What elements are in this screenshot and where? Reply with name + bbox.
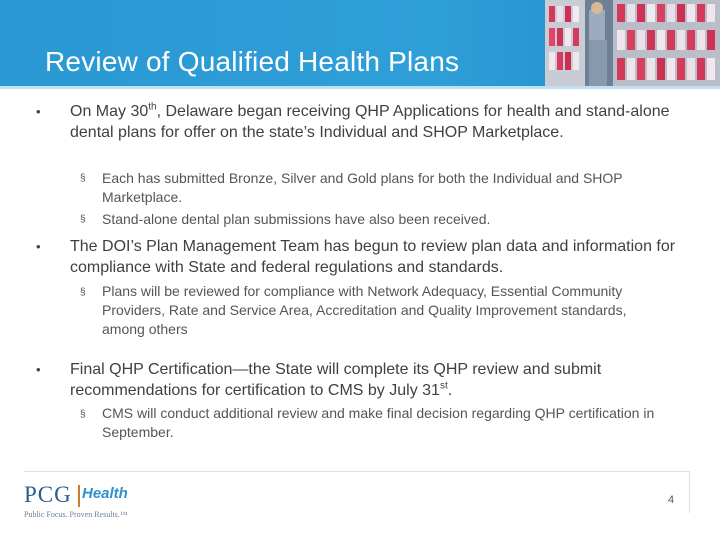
bullet-marker: • (36, 239, 41, 254)
title-banner-rule (0, 86, 720, 89)
logo-tagline: Public Focus. Proven Results.™ (24, 510, 128, 519)
bullet-1-text: On May 30th, Delaware began receiving QHP Applications for health and stand-alone dental plans for offer on the state’s Individual and SHOP Marketplace. (70, 101, 670, 141)
slide-title: Review of Qualified Health Plans (45, 46, 460, 77)
bullet-marker: • (36, 104, 41, 119)
bullet-3-sub-1: CMS will conduct additional review and make final decision regarding QHP certification in September. (102, 405, 655, 440)
bullet-3-text: Final QHP Certification—the State will complete its QHP review and submit recommendations for certification to CMS by July 31st. (70, 361, 602, 399)
logo-divider (78, 485, 80, 507)
bullet-2-sub-1: Plans will be reviewed for compliance with Network Adequacy, Essential Community Providers, Rate and Service Area, Accreditation and Quality Improvement standards, among others (102, 283, 627, 337)
page-number: 4 (668, 494, 675, 506)
sub-bullet-marker: § (80, 214, 86, 225)
pcg-health-logo (24, 482, 164, 522)
bullet-1-sub-1: Each has submitted Bronze, Silver and Gold plans for both the Individual and SHOP Marketplace. (102, 170, 623, 205)
header-photo (545, 0, 720, 86)
bullet-marker: • (36, 362, 41, 377)
sub-bullet-marker: § (80, 173, 86, 184)
logo-health-text: Health (82, 485, 128, 502)
bullet-2-text: The DOI’s Plan Management Team has begun to review plan data and information for compliance with State and federal regulations and standards. (70, 238, 676, 276)
bullet-1-sub-2: Stand-alone dental plan submissions have also been received. (102, 211, 491, 227)
logo-pcg-text: PCG (24, 482, 72, 507)
sub-bullet-marker: § (80, 409, 86, 420)
sub-bullet-marker: § (80, 287, 86, 298)
footer-rule (24, 471, 690, 472)
footer-vertical-rule (689, 471, 690, 513)
